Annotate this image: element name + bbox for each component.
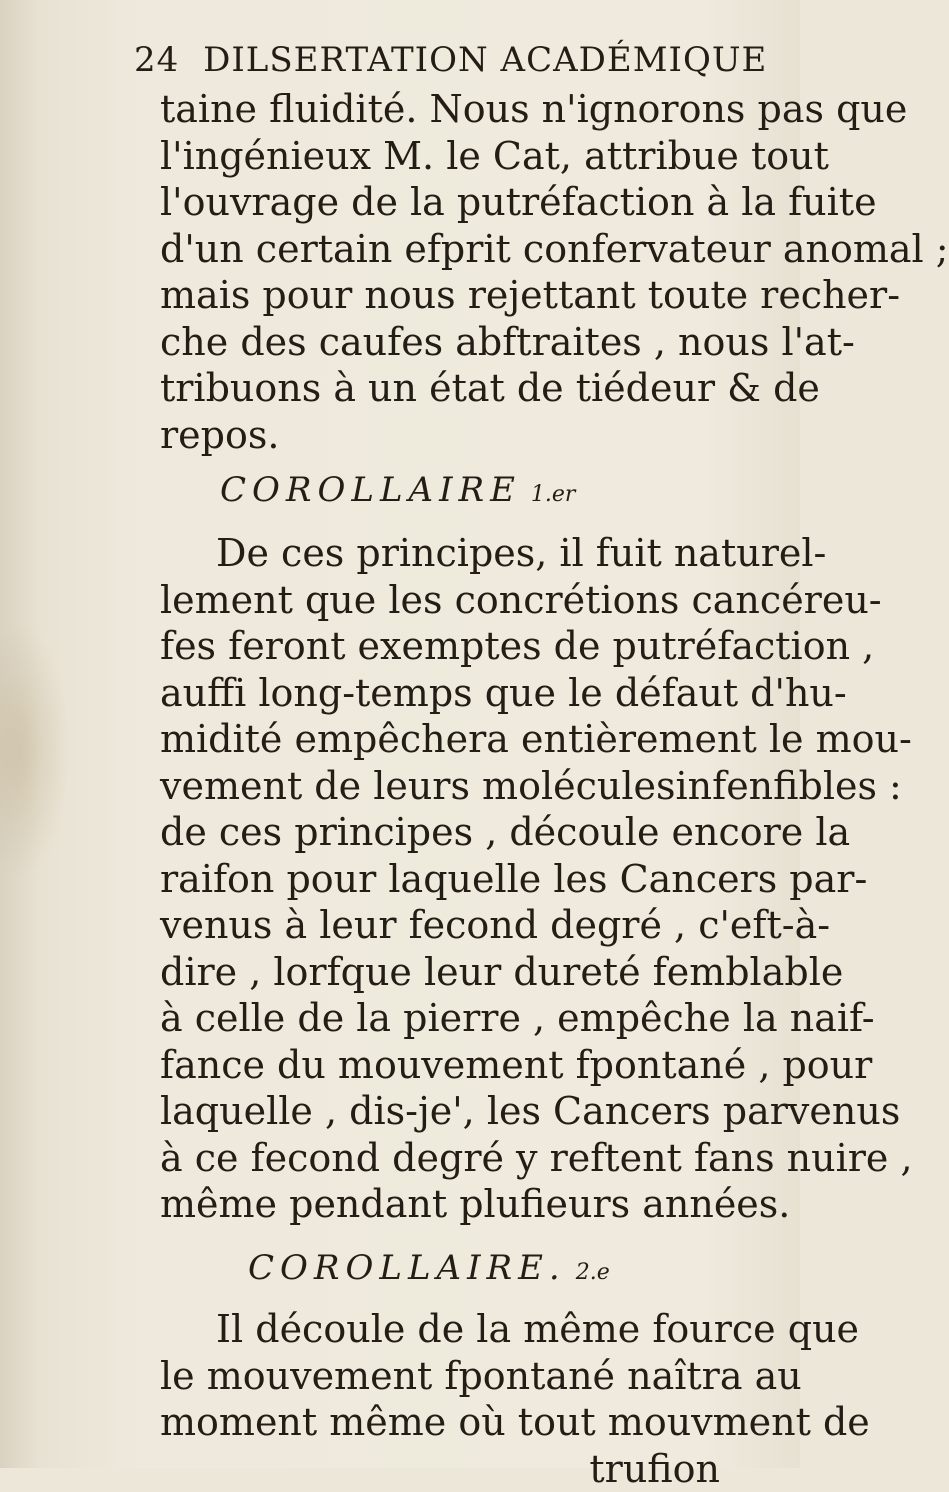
text-line: lement que les concrétions cancéreu- — [160, 577, 760, 624]
text-line: l'ouvrage de la putréfaction à la fuite — [160, 179, 760, 226]
page-number: 24 — [134, 40, 179, 80]
paragraph-2 — [160, 530, 760, 1228]
text-line: moment même où tout mouvment de — [160, 1399, 760, 1446]
catchword: trufion — [160, 1446, 760, 1492]
text-line: fes feront exemptes de putréfaction , — [160, 623, 760, 670]
corollary-title: COROLLAIRE — [220, 470, 521, 510]
paragraph-1 — [160, 86, 760, 458]
text-line: che des caufes abftraites , nous l'at- — [160, 319, 760, 366]
corollary-2-heading — [248, 1248, 748, 1288]
text-line: à celle de la pierre , empêche la naif- — [160, 995, 760, 1042]
text-line: même pendant plufieurs années. — [160, 1181, 760, 1228]
text-line: dire , lorfque leur dureté femblable — [160, 949, 760, 996]
running-header — [134, 40, 754, 84]
paper-stain — [0, 620, 70, 880]
corollary-1-heading — [220, 470, 720, 510]
text-line: de ces principes , découle encore la — [160, 809, 760, 856]
text-line: fance du mouvement fpontané , pour — [160, 1042, 760, 1089]
text-line: vement de leurs moléculesinfenfibles : — [160, 763, 760, 810]
text-line: repos. — [160, 412, 760, 459]
text-line: De ces principes, il fuit naturel- — [160, 530, 760, 577]
text-line: l'ingénieux M. le Cat, attribue tout — [160, 133, 760, 180]
text-line: taine fluidité. Nous n'ignorons pas que — [160, 86, 760, 133]
text-line: d'un certain efprit confervateur anomal ; — [160, 226, 760, 273]
text-line: venus à leur fecond degré , c'eft-à- — [160, 902, 760, 949]
text-line: tribuons à un état de tiédeur & de — [160, 365, 760, 412]
corollary-number: 1.er — [531, 482, 576, 507]
text-line: laquelle , dis-je', les Cancers parvenus — [160, 1088, 760, 1135]
text-line: Il découle de la même fource que — [160, 1306, 760, 1353]
text-line: midité empêchera entièrement le mou- — [160, 716, 760, 763]
running-title: DILSERTATION ACADÉMIQUE — [203, 40, 767, 80]
corollary-title: COROLLAIRE. — [248, 1248, 566, 1288]
corollary-number: 2.e — [576, 1260, 610, 1285]
paragraph-3 — [160, 1306, 760, 1492]
text-line: mais pour nous rejettant toute recher- — [160, 272, 760, 319]
text-line: raifon pour laquelle les Cancers par- — [160, 856, 760, 903]
text-line: à ce fecond degré y reftent fans nuire , — [160, 1135, 760, 1182]
text-line: le mouvement fpontané naîtra au — [160, 1353, 760, 1400]
text-line: auffi long-temps que le défaut d'hu- — [160, 670, 760, 717]
